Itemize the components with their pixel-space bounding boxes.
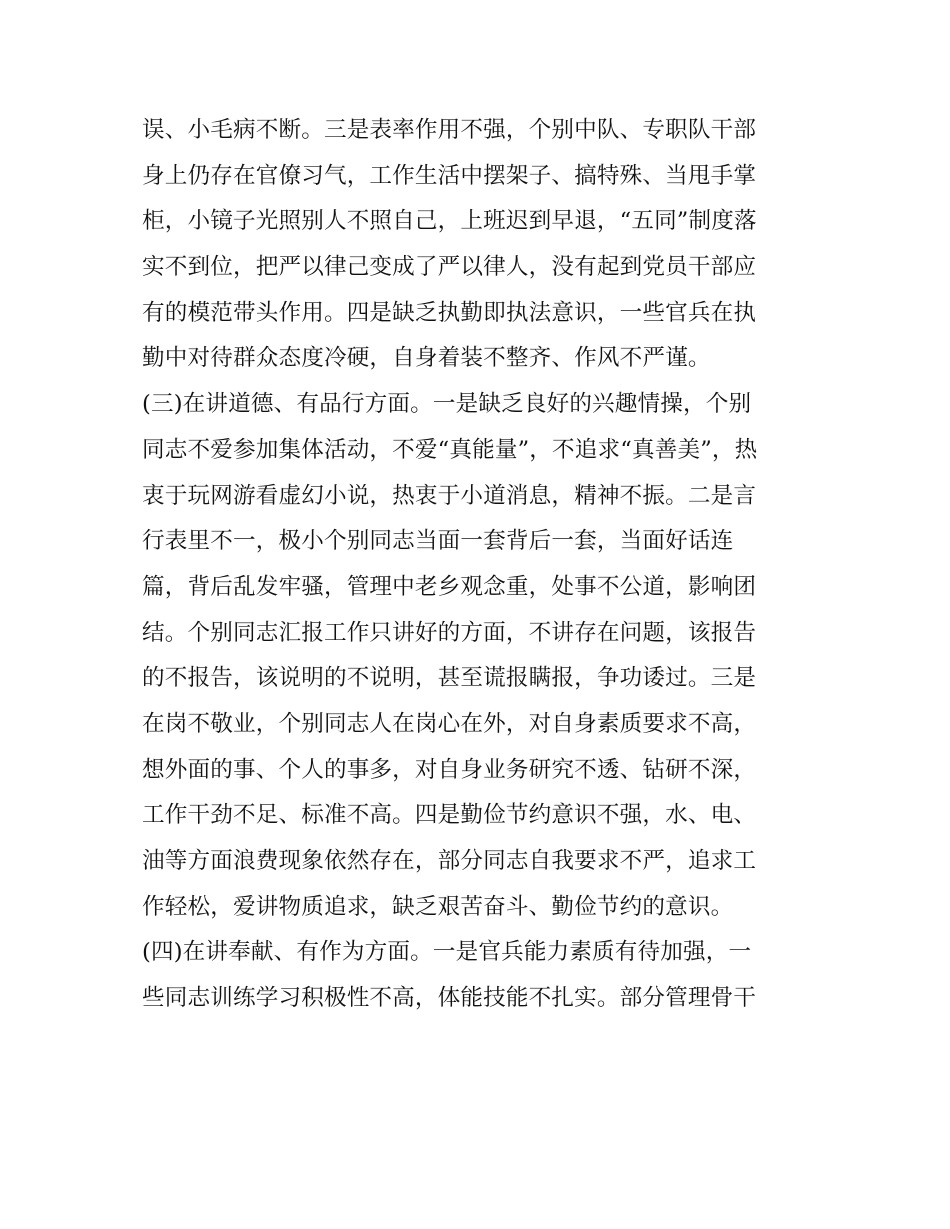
- text-line: 行表里不一，极小个别同志当面一套背后一套，当面好话连: [142, 528, 734, 555]
- text-line: 勤中对待群众态度冷硬，自身着装不整齐、作风不严谨。: [142, 345, 711, 372]
- text-line: 的不报告，该说明的不说明，甚至谎报瞒报，争功诿过。三是: [142, 665, 757, 692]
- text-line: 油等方面浪费现象依然存在，部分同志自我要求不严，追求工: [142, 848, 757, 874]
- text-line: 篇，背后乱发牢骚，管理中老乡观念重，处事不公道，影响团: [142, 573, 757, 600]
- body-text: [142, 108, 822, 1022]
- text-line: 些同志训练学习积极性不高，体能技能不扎实。部分管理骨干: [142, 985, 757, 1012]
- section-heading-3: (三)在讲道德、有品行方面。一是缺乏良好的兴趣情操，个别: [142, 391, 752, 418]
- text-line: 结。个别同志汇报工作只讲好的方面，不讲存在问题，该报告: [142, 619, 757, 646]
- text-line: 同志不爱参加集体活动，不爱“真能量”，不追求“真善美”，热: [142, 436, 758, 463]
- text-line: 身上仍存在官僚习气，工作生活中摆架子、搞特殊、当甩手掌: [142, 162, 757, 189]
- text-line: 在岗不敬业，个别同志人在岗心在外，对自身素质要求不高，: [142, 710, 757, 737]
- text-line: 有的模范带头作用。四是缺乏执勤即执法意识，一些官兵在执: [142, 299, 757, 326]
- section-heading-4: (四)在讲奉献、有作为方面。一是官兵能力素质有待加强，一: [142, 939, 752, 966]
- text-line: 柜，小镜子光照别人不照自己，上班迟到早退，“五同”制度落: [142, 208, 757, 235]
- text-line: 误、小毛病不断。三是表率作用不强，个别中队、专职队干部: [142, 117, 757, 143]
- text-line: 工作干劲不足、标准不高。四是勤俭节约意识不强，水、电、: [142, 802, 757, 829]
- text-line: 实不到位，把严以律己变成了严以律人，没有起到党员干部应: [142, 254, 757, 281]
- text-line: 衷于玩网游看虚幻小说，热衷于小道消息，精神不振。二是言: [142, 482, 757, 509]
- text-line: 作轻松，爱讲物质追求，缺乏艰苦奋斗、勤俭节约的意识。: [142, 893, 734, 920]
- text-line: 想外面的事、个人的事多，对自身业务研究不透、钻研不深，: [142, 756, 757, 783]
